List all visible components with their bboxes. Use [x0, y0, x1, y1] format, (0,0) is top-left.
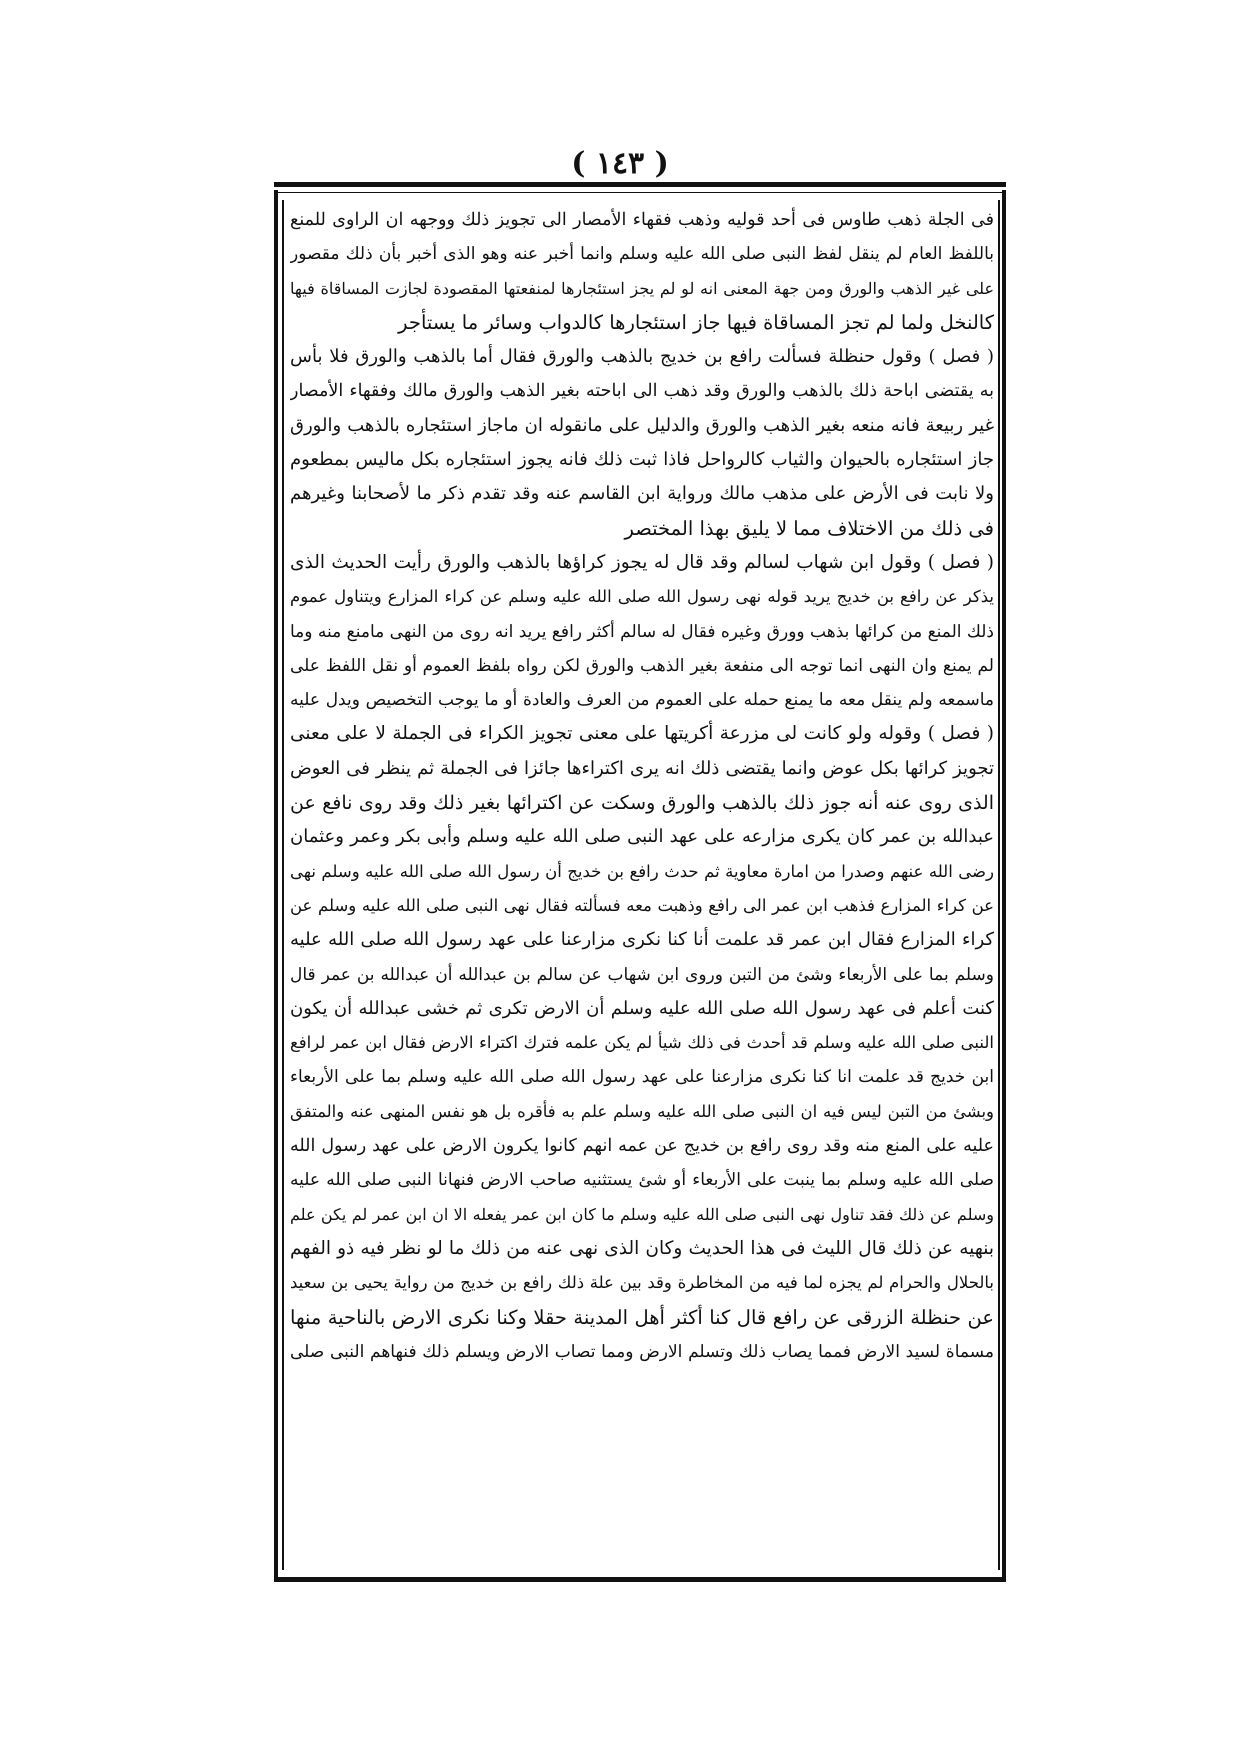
bottom-rule [274, 1577, 1006, 1582]
text-line: فى ذلك من الاختلاف مما لا يليق بهذا المختصر [624, 516, 994, 540]
text-line: رضى الله عنهم وصدرا من امارة معاوية ثم حدث رافع بن خديج أن رسول الله صلى الله عليه وسلم نهى [290, 861, 994, 881]
text-line: مسماة لسيد الارض فمما يصاب ذلك وتسلم الارض ومما تصاب الارض ويسلم ذلك فنهاهم النبى صلى [290, 1341, 994, 1362]
page-number: ( ١٤٣ ) [571, 146, 669, 181]
text-line: لم يمنع وان النهى انما توجه الى منفعة بغير الذهب والورق لكن رواه بلفظ العموم أو نقل اللفظ على [290, 655, 994, 676]
text-line: ( فصل ) وقول ابن شهاب لسالم وقد قال له يجوز كراؤها بالذهب والورق رأيت الحديث الذى [290, 551, 994, 573]
top-rule-thin [274, 192, 1006, 193]
text-line: صلى الله عليه وسلم بما ينبت على الأربعاء أو شئ يستثنيه صاحب الارض فنهانا النبى صلى الله عليه [290, 1170, 994, 1191]
text-line: عليه على المنع منه وقد روى رافع بن خديج عن عمه انهم كانوا يكرون الارض على عهد رسول الله [290, 1136, 994, 1157]
frame-outer-right [1002, 190, 1006, 1580]
text-line: غير ربيعة فانه منعه بغير الذهب والورق والدليل على مانقوله ان ماجاز استئجاره بالذهب والورق [290, 414, 994, 436]
text-line: جاز استئجاره بالحيوان والثياب كالرواحل فاذا ثبت ذلك فانه يجوز استئجاره بكل ماليس بمطعوم [290, 449, 994, 471]
text-line: على غير الذهب والورق ومن جهة المعنى انه لو لم يجز استئجارها لمنفعتها المقصودة لجازت المساقاة فيها [290, 278, 994, 298]
text-line: بنهيه عن ذلك قال الليث فى هذا الحديث وكان الذى نهى عنه من ذلك ما لو نظر فيه ذو الفهم [290, 1237, 994, 1259]
text-line: تجويز كرائها بكل عوض وانما يقتضى ذلك انه يرى اكتراءها جائزا فى الجملة ثم ينظر فى العوض [290, 757, 994, 779]
text-line: النبى صلى الله عليه وسلم قد أحدث فى ذلك شيأ لم يكن علمه فترك اكتراء الارض فقال ابن عمر لرافع [290, 1033, 994, 1053]
text-line: فى الجلة ذهب طاوس فى أحد قوليه وذهب فقهاء الأمصار الى تجويز ذلك ووجهه ان الراوى للمنع [290, 210, 994, 230]
text-line: كنت أعلم فى عهد رسول الله صلى الله عليه وسلم أن الارض تكرى ثم خشى عبدالله أن يكون [290, 997, 994, 1019]
top-rule [274, 182, 1006, 187]
text-line: بالحلال والحرام لم يجزه لما فيه من المخاطرة وقد بين علة ذلك رافع بن خديج من رواية يحيى بن سعيد [290, 1273, 994, 1293]
text-line: كراء المزارع فقال ابن عمر قد علمت أنا كنا نكرى مزارعنا على عهد رسول الله صلى الله عليه [290, 929, 994, 951]
text-line: ماسمعه ولم ينقل معه ما يمنع حمله على العموم من العرف والعادة أو ما يوجب التخصيص ويدل عليه [290, 690, 994, 711]
text-line: ( فصل ) وقوله ولو كانت لى مزرعة أكريتها على معنى تجويز الكراء فى الجملة لا على معنى [290, 723, 994, 745]
text-line: يذكر عن رافع بن خديج يريد قوله نهى رسول الله صلى الله عليه وسلم عن كراء المزارع ويتناول عموم [290, 587, 994, 607]
text-line: كالنخل ولما لم تجز المساقاة فيها جاز استئجارها كالدواب وسائر ما يستأجر [398, 310, 994, 334]
text-line: باللفظ العام لم ينقل لفظ النبى صلى الله عليه وسلم وانما أخبر عنه وهو الذى أخبر بأن ذلك مقصور [290, 244, 994, 265]
text-line: ( فصل ) وقول حنظلة فسألت رافع بن خديج بالذهب والورق فقال أما بالذهب والورق فلا بأس [290, 346, 994, 368]
text-line: به يقتضى اباحة ذلك بالذهب والورق وقد ذهب الى اباحته بغير الذهب والورق مالك وفقهاء الأمصار [290, 381, 994, 402]
text-line: ولا نابت فى الأرض على مذهب مالك ورواية ابن القاسم عنه وقد تقدم ذكر ما لأصحابنا وغيرهم [290, 483, 994, 505]
text-body [290, 203, 994, 1369]
frame-outer-left [274, 190, 278, 1580]
text-line: وسلم عن ذلك فقد تناول نهى النبى صلى الله عليه وسلم ما كان ابن عمر يفعله الا ان ابن عمر لم يكن علم [290, 1204, 994, 1224]
text-line: الذى روى عنه أنه جوز ذلك بالذهب والورق وسكت عن اكترائها بغير ذلك وقد روى نافع عن [290, 792, 994, 815]
text-line: عبدالله بن عمر كان يكرى مزارعه على عهد النبى صلى الله عليه وسلم وأبى بكر وعمر وعثمان [290, 826, 994, 848]
text-line: عن حنظلة الزرقى عن رافع قال كنا أكثر أهل المدينة حقلا وكنا نكرى الارض بالناحية منها [290, 1305, 994, 1329]
text-line: عن كراء المزارع فذهب ابن عمر الى رافع وذهبت معه فسألته فقال نهى النبى صلى الله عليه وسلم عن [290, 895, 994, 915]
text-line: وبشئ من التبن ليس فيه ان النبى صلى الله عليه وسلم علم به فأقره بل هو نفس المنهى عنه والمتفق [290, 1101, 994, 1121]
text-line: ابن خديج قد علمت انا كنا نكرى مزارعنا على عهد رسول الله صلى الله عليه وسلم بما على الأربعاء [290, 1067, 994, 1088]
text-line: ذلك المنع من كرائها بذهب وورق وغيره فقال له سالم أكثر رافع يريد انه روى من النهى مامنع منه وما [290, 621, 994, 642]
text-line: وسلم بما على الأربعاء وشئ من التبن وروى ابن شهاب عن سالم بن عبدالله أن عبدالله بن عمر قال [290, 964, 994, 985]
